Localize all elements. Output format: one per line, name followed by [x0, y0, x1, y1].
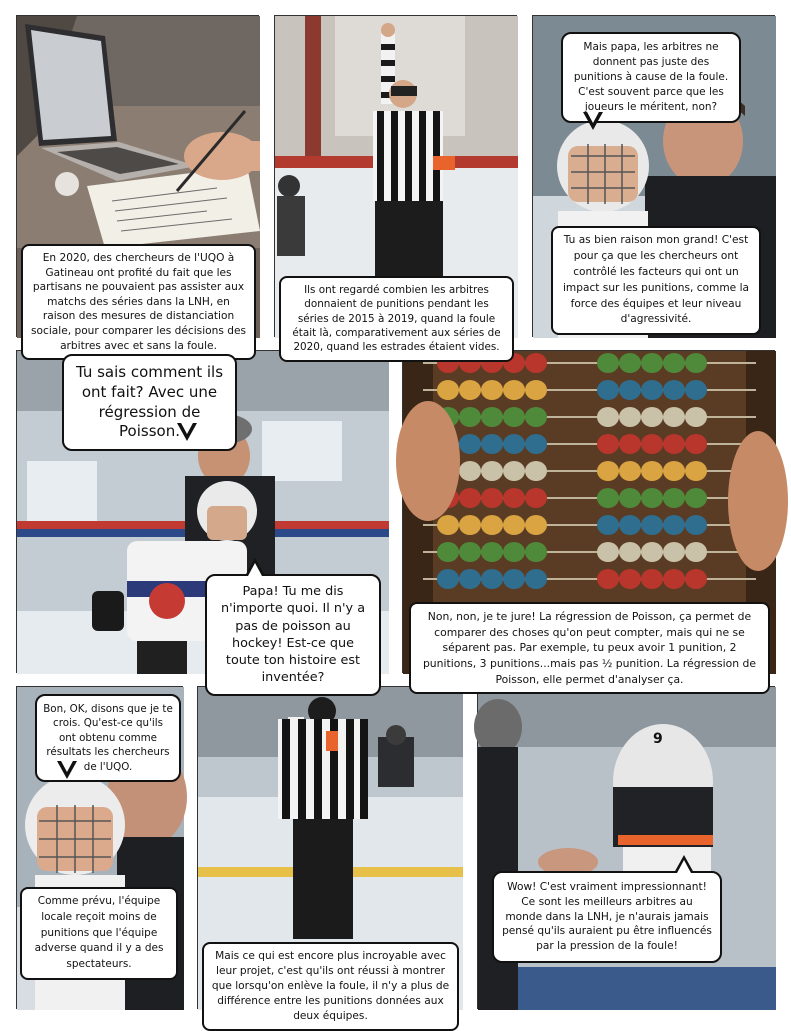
panel-7-caption: Mais ce qui est encore plus incroyable avec leur projet, c'est qu'ils ont réussi à montrer que lorsqu'on enlève la foule, il n'y a plus de différence entre les punitions données aux deux équipes.	[202, 942, 459, 1031]
abacus-bead	[503, 461, 525, 481]
abacus-bead	[641, 434, 663, 454]
panel-3	[532, 15, 775, 337]
abacus-bead	[619, 380, 641, 400]
abacus-bead	[597, 380, 619, 400]
abacus-bead	[663, 407, 685, 427]
panel-1	[16, 15, 259, 352]
abacus-bead	[503, 434, 525, 454]
abacus-bead	[481, 407, 503, 427]
panel-6	[16, 686, 183, 1009]
abacus-bead	[663, 488, 685, 508]
abacus-bead	[685, 461, 707, 481]
abacus-bead	[437, 542, 459, 562]
panel-1-caption: En 2020, des chercheurs de l'UQO à Gatineau ont profité du fait que les partisans ne pouvaient pas assister aux matchs des séries dans la LNH, en raison des mesures de distanciation sociale, pour comparer les décisions des arbitres avec et sans la foule.	[21, 244, 256, 360]
panel-4-speech-bubble-top: Tu sais comment ils ont fait? Avec une régression de Poisson.	[62, 354, 237, 451]
abacus-bead	[481, 542, 503, 562]
abacus-bead	[663, 542, 685, 562]
panel-8-bubble-tail-fill	[677, 860, 691, 873]
abacus-bead	[481, 461, 503, 481]
abacus-bead	[437, 569, 459, 589]
abacus-bead	[459, 380, 481, 400]
abacus-bead	[525, 488, 547, 508]
abacus-bead	[459, 461, 481, 481]
abacus-bead	[459, 569, 481, 589]
abacus-bead	[685, 353, 707, 373]
abacus-bead	[663, 434, 685, 454]
abacus-bead	[619, 434, 641, 454]
panel-4-bottom-bubble-tail-fill	[248, 563, 262, 576]
panel-4	[16, 350, 388, 686]
abacus-bead	[597, 542, 619, 562]
panel-3-caption: Tu as bien raison mon grand! C'est pour ça que les chercheurs ont contrôlé les facteurs qui ont un impact sur les punitions, comme la force des équipes et leur niveau d'agressivité.	[551, 226, 761, 335]
abacus-bead	[641, 488, 663, 508]
abacus-bead	[525, 353, 547, 373]
abacus-bead	[597, 434, 619, 454]
abacus-bead	[619, 353, 641, 373]
panel-8-speech-bubble: Wow! C'est vraiment impressionnant! Ce sont les meilleurs arbitres au monde dans la LNH, je n'aurais jamais pensé qu'ils auraient pu être influencés par la pression de la foule!	[492, 871, 722, 963]
abacus-bead	[481, 434, 503, 454]
abacus-bead	[597, 407, 619, 427]
abacus-bead	[459, 515, 481, 535]
abacus-bead	[663, 515, 685, 535]
panel-6-caption: Comme prévu, l'équipe locale reçoit moins de punitions que l'équipe adverse quand il y a des spectateurs.	[20, 887, 178, 980]
abacus-bead	[459, 488, 481, 508]
panel-3-speech-bubble: Mais papa, les arbitres ne donnent pas juste des punitions à cause de la foule. C'est souvent parce que les joueurs le méritent, non?	[561, 32, 741, 123]
panel-2-caption: Ils ont regardé combien les arbitres donnaient de punitions pendant les séries de 2015 à 2019, quand la foule était là, comparativement aux séries de 2020, quand les estrades étaient vides.	[279, 276, 514, 362]
abacus-bead	[597, 488, 619, 508]
panel-4-speech-bubble-bottom: Papa! Tu me dis n'importe quoi. Il n'y a pas de poisson au hockey! Est-ce que toute ton histoire est inventée?	[205, 574, 381, 696]
abacus-bead	[525, 569, 547, 589]
abacus-bead	[459, 407, 481, 427]
abacus-bead	[641, 542, 663, 562]
abacus-bead	[619, 542, 641, 562]
abacus-bead	[685, 380, 707, 400]
abacus-bead	[503, 515, 525, 535]
abacus-bead	[663, 353, 685, 373]
abacus-bead	[641, 461, 663, 481]
abacus-bead	[525, 407, 547, 427]
panel-4-top-bubble-tail-fill	[180, 421, 194, 434]
abacus-bead	[481, 488, 503, 508]
abacus-bead	[619, 407, 641, 427]
abacus-bead	[685, 542, 707, 562]
panel-5-caption: Non, non, je te jure! La régression de Poisson, ça permet de comparer des choses qu'on peut compter, mais qui ne se séparent pas. Par exemple, tu peux avoir 1 punition, 2 punitions, 3 punitions...mais pas ½ punition. La régression de Poisson, elle permet d'analyser ça.	[409, 602, 770, 694]
abacus-bead	[619, 488, 641, 508]
abacus-bead	[437, 380, 459, 400]
abacus-bead	[597, 515, 619, 535]
abacus-bead	[437, 515, 459, 535]
panel-5	[402, 350, 775, 686]
abacus-bead	[597, 353, 619, 373]
abacus-bead	[641, 515, 663, 535]
abacus-bead	[525, 515, 547, 535]
abacus-bead	[459, 542, 481, 562]
abacus-bead	[685, 569, 707, 589]
abacus-bead	[525, 380, 547, 400]
abacus-bead	[481, 569, 503, 589]
abacus-bead	[685, 407, 707, 427]
abacus-bead	[685, 488, 707, 508]
panel-6-speech-bubble: Bon, OK, disons que je te crois. Qu'est-ce qu'ils ont obtenu comme résultats les chercheurs de l'UQO.	[35, 694, 181, 782]
abacus-bead	[663, 569, 685, 589]
abacus-bead	[641, 380, 663, 400]
abacus-bead	[619, 461, 641, 481]
abacus-bead	[503, 542, 525, 562]
abacus-bead	[481, 380, 503, 400]
panel-6-bubble-tail-fill	[60, 759, 74, 772]
abacus-bead	[619, 515, 641, 535]
abacus-bead	[685, 515, 707, 535]
panel-3-bubble-tail-fill	[586, 110, 600, 123]
panel-8	[477, 686, 775, 1009]
abacus-bead	[459, 434, 481, 454]
abacus-bead	[481, 515, 503, 535]
abacus-bead	[525, 434, 547, 454]
abacus-bead	[503, 488, 525, 508]
abacus-bead	[641, 353, 663, 373]
abacus-bead	[685, 434, 707, 454]
helmet-number: 9	[653, 731, 663, 747]
abacus-bead	[663, 461, 685, 481]
abacus-bead	[525, 461, 547, 481]
abacus-bead	[525, 542, 547, 562]
abacus-bead	[597, 569, 619, 589]
abacus-bead	[663, 380, 685, 400]
panel-7	[197, 686, 462, 1023]
abacus-bead	[641, 407, 663, 427]
abacus-bead	[503, 380, 525, 400]
panel-2	[274, 15, 517, 354]
abacus-bead	[597, 461, 619, 481]
abacus-bead	[503, 569, 525, 589]
abacus-bead	[641, 569, 663, 589]
abacus-bead	[619, 569, 641, 589]
abacus-bead	[503, 407, 525, 427]
